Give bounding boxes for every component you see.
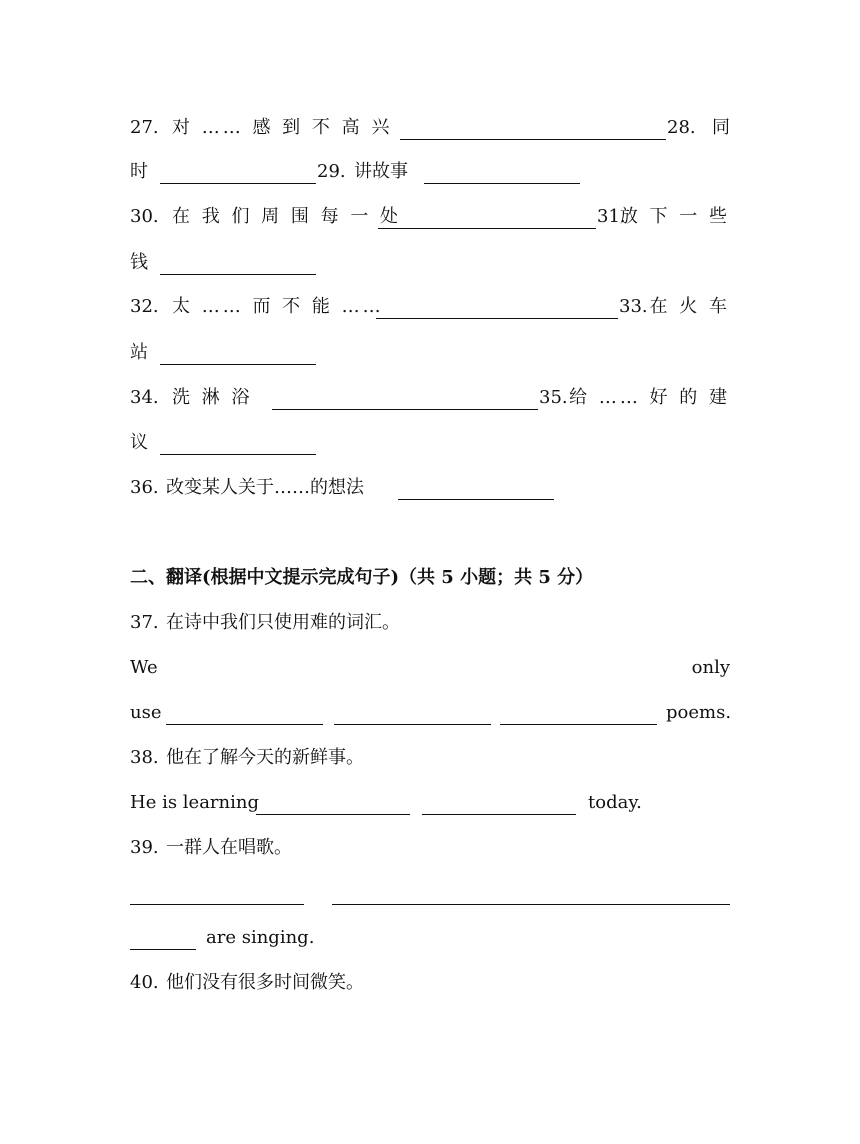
translation-37-english-line2 (130, 698, 730, 728)
item-27-prompt: 对 …… 感 到 不 高 兴 (172, 117, 393, 138)
item-29-prompt: 讲故事 (354, 161, 408, 182)
item-31-prompt-part1: 放 下 一 些 (619, 206, 730, 227)
translation-37-chinese: 在诗中我们只使用难的词汇。 (166, 612, 400, 633)
item-31-answer-blank[interactable] (160, 274, 316, 275)
item-30-answer-blank[interactable] (378, 228, 596, 229)
translation-37-blank-3[interactable] (500, 724, 657, 725)
translation-39-english-line (130, 923, 730, 953)
item-28-prompt-part1: 同 (712, 117, 730, 138)
translation-39-blank-2[interactable] (332, 904, 730, 905)
translation-39-line (130, 833, 730, 863)
item-33-number: 33. (619, 296, 648, 317)
item-35-prompt-part2: 议 (130, 432, 148, 453)
item-29-number: 29. (317, 161, 346, 182)
section-2-heading: 二、翻译(根据中文提示完成句子)（共 5 小题；共 5 分） (130, 567, 594, 588)
item-33-prompt-part2: 站 (130, 342, 148, 363)
translation-37-word-poems: poems. (666, 702, 732, 723)
item-34-35-line (130, 383, 730, 413)
translation-38-chinese: 他在了解今天的新鲜事。 (166, 747, 364, 768)
item-28-29-line (130, 157, 730, 187)
translation-40-chinese: 他们没有很多时间微笑。 (166, 972, 364, 993)
translation-37-word-we: We (130, 657, 158, 678)
translation-38-english-line (130, 788, 730, 818)
translation-37-number: 37. (130, 612, 159, 633)
translation-37-word-use: use (130, 702, 162, 723)
translation-37-line (130, 608, 730, 638)
translation-38-line (130, 743, 730, 773)
translation-37-blank-1[interactable] (166, 724, 323, 725)
item-33-answer-blank[interactable] (160, 364, 316, 365)
translation-38-number: 38. (130, 747, 159, 768)
item-35-cont-line (130, 428, 730, 458)
translation-38-word-today: today. (588, 792, 642, 813)
item-30-31-line (130, 202, 730, 232)
translation-37-word-only: only (691, 657, 730, 678)
translation-39-are-singing: are singing. (206, 927, 315, 948)
item-29-answer-blank[interactable] (424, 183, 580, 184)
item-31-cont-line (130, 248, 730, 278)
item-28-answer-blank[interactable] (160, 183, 316, 184)
item-34-answer-blank[interactable] (272, 409, 538, 410)
translation-38-blank-1[interactable] (256, 814, 410, 815)
item-28-number: 28. (667, 117, 696, 138)
item-36-prompt: 改变某人关于……的想法 (166, 477, 364, 498)
item-32-number: 32. (130, 296, 159, 317)
translation-37-blank-2[interactable] (334, 724, 491, 725)
translation-39-blank-line (130, 878, 730, 908)
translation-39-number: 39. (130, 837, 159, 858)
item-31-number: 31. (597, 206, 626, 227)
translation-39-blank-3[interactable] (130, 949, 196, 950)
item-28-prompt-part2: 时 (130, 161, 148, 182)
translation-39-chinese: 一群人在唱歌。 (166, 837, 292, 858)
item-30-number: 30. (130, 206, 159, 227)
item-35-prompt-part1: 给 …… 好 的 建 (569, 387, 730, 408)
item-27-number: 27. (130, 117, 159, 138)
translation-37-english-line1 (130, 653, 730, 683)
translation-38-blank-2[interactable] (422, 814, 576, 815)
translation-40-line (130, 968, 730, 998)
translation-39-blank-1[interactable] (130, 904, 304, 905)
item-32-33-line (130, 292, 730, 322)
item-36-number: 36. (130, 477, 159, 498)
item-36-line (130, 473, 730, 503)
item-33-cont-line (130, 338, 730, 368)
item-36-answer-blank[interactable] (398, 499, 554, 500)
item-34-prompt: 洗 淋 浴 (172, 387, 253, 408)
item-27-answer-blank[interactable] (400, 139, 666, 140)
translation-40-number: 40. (130, 972, 159, 993)
item-31-prompt-part2: 钱 (130, 252, 148, 273)
item-27-28-line (130, 113, 730, 143)
item-30-prompt: 在 我 们 周 围 每 一 处 (172, 206, 402, 227)
item-32-prompt: 太 …… 而 不 能 …… (172, 296, 384, 317)
item-35-number: 35. (539, 387, 568, 408)
item-34-number: 34. (130, 387, 159, 408)
item-33-prompt-part1: 在 火 车 (649, 296, 730, 317)
item-32-answer-blank[interactable] (376, 318, 618, 319)
item-35-answer-blank[interactable] (160, 454, 316, 455)
translation-38-prefix: He is learning (130, 792, 259, 813)
